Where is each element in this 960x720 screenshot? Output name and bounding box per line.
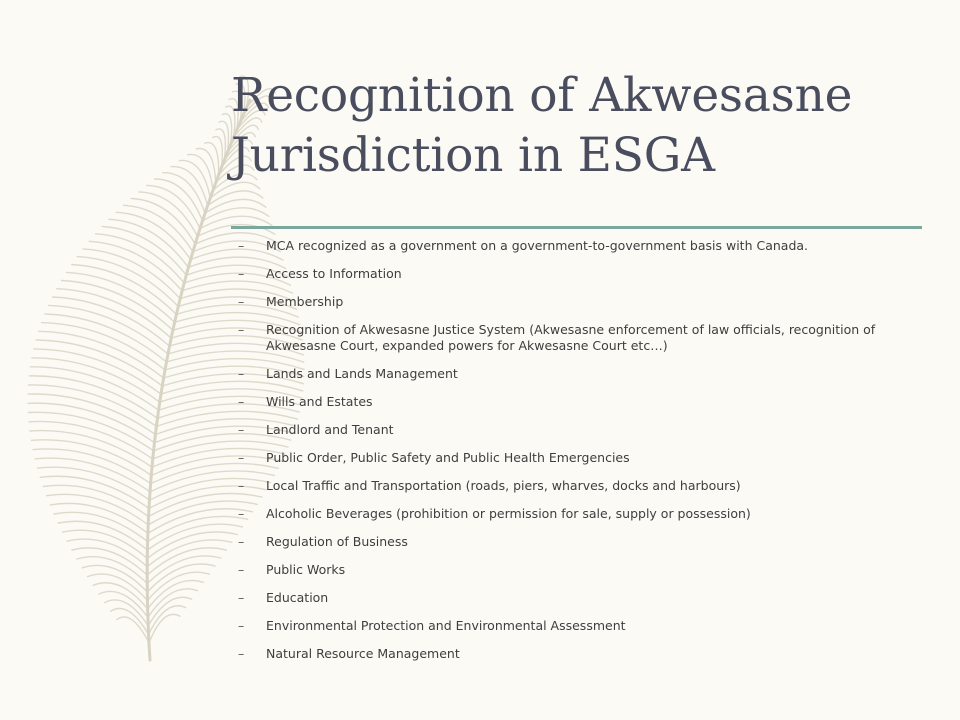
bullet-text: Public Order, Public Safety and Public Health Emergencies (266, 450, 630, 465)
bullet-item (238, 366, 928, 382)
bullet-dash: – (238, 422, 245, 437)
bullet-dash: – (238, 534, 245, 549)
bullet-item (238, 238, 928, 254)
bullet-text: Landlord and Tenant (266, 422, 394, 437)
bullet-text: Local Traffic and Transportation (roads, piers, wharves, docks and harbours) (266, 478, 741, 493)
bullet-text: Membership (266, 294, 344, 309)
bullet-text: Wills and Estates (266, 394, 373, 409)
slide-title (231, 66, 931, 186)
bullet-item (238, 478, 928, 494)
bullet-text: Regulation of Business (266, 534, 408, 549)
bullet-item (238, 394, 928, 410)
bullet-dash: – (238, 266, 245, 281)
bullet-dash: – (238, 590, 245, 605)
bullet-item (238, 322, 928, 354)
bullet-item (238, 422, 928, 438)
bullet-item (238, 266, 928, 282)
bullet-dash: – (238, 450, 245, 465)
bullet-text: Education (266, 590, 329, 605)
bullet-item (238, 506, 928, 522)
bullet-item (238, 294, 928, 310)
bullet-item (238, 562, 928, 578)
bullet-text: Access to Information (266, 266, 402, 281)
bullet-dash: – (238, 366, 245, 381)
bullet-dash: – (238, 646, 245, 661)
slide-title-line-2: Jurisdiction in ESGA (231, 128, 715, 183)
bullet-item (238, 590, 928, 606)
bullet-text: Public Works (266, 562, 346, 577)
bullet-dash: – (238, 562, 245, 577)
slide-title-line-1: Recognition of Akwesasne (231, 68, 853, 123)
bullet-item (238, 618, 928, 634)
bullet-text: Recognition of Akwesasne Justice System (Akwesasne enforcement of law officials, recognition of Akwesasne Court, expanded powers for Akwesasne Court etc…) (266, 322, 876, 353)
bullet-dash: – (238, 618, 245, 633)
bullet-list (238, 238, 928, 662)
bullet-dash: – (238, 506, 245, 521)
bullet-item (238, 450, 928, 466)
bullet-item (238, 534, 928, 550)
bullet-text: Alcoholic Beverages (prohibition or permission for sale, supply or possession) (266, 506, 751, 521)
accent-divider (231, 226, 922, 229)
bullet-item (238, 646, 928, 662)
bullet-dash: – (238, 294, 245, 309)
bullet-dash: – (238, 322, 245, 337)
bullet-dash: – (238, 394, 245, 409)
bullet-text: MCA recognized as a government on a government-to-government basis with Canada. (266, 238, 809, 253)
bullet-text: Lands and Lands Management (266, 366, 458, 381)
bullet-dash: – (238, 478, 245, 493)
bullet-text: Natural Resource Management (266, 646, 460, 661)
bullet-dash: – (238, 238, 245, 253)
bullet-text: Environmental Protection and Environmental Assessment (266, 618, 626, 633)
